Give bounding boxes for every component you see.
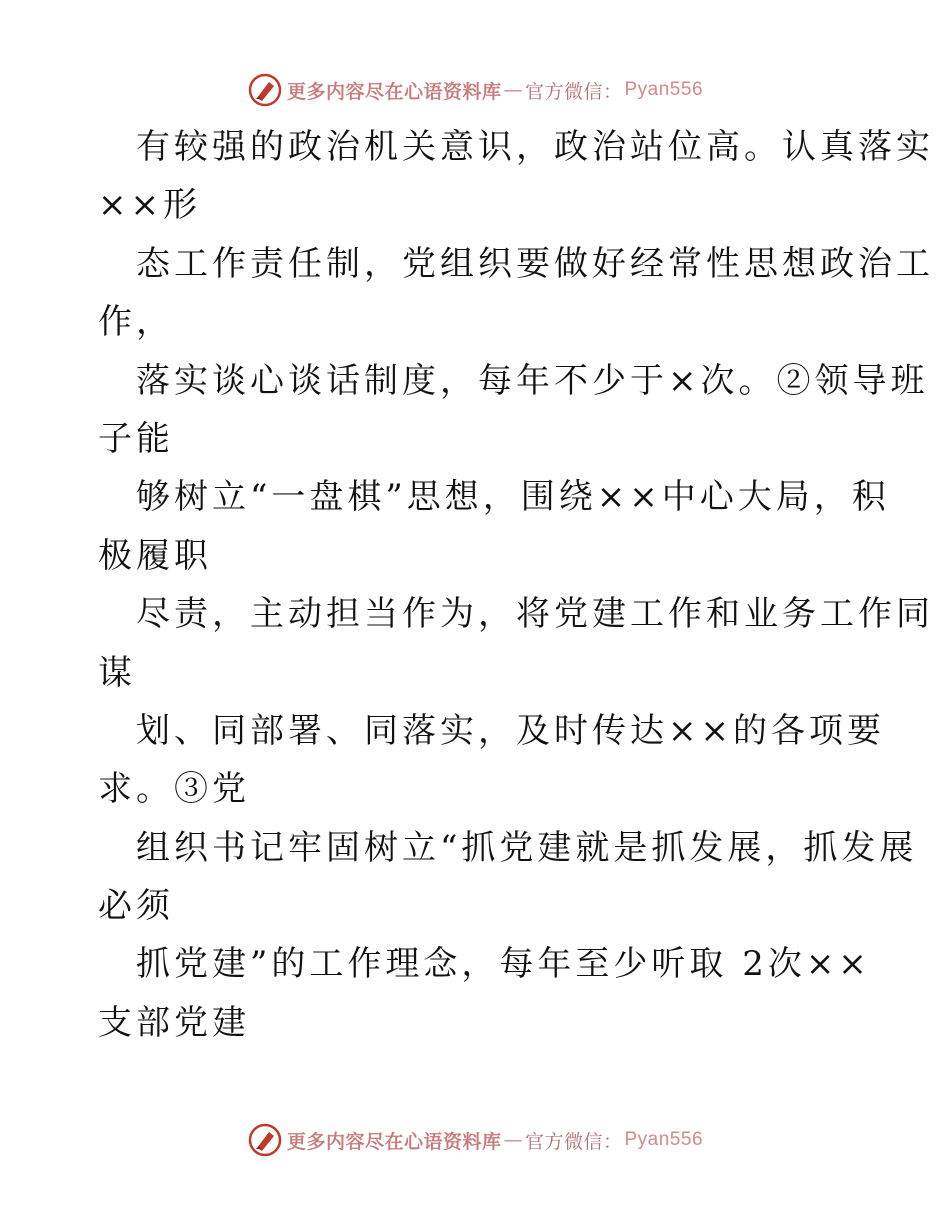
banner-dash: — — [503, 1129, 523, 1151]
body-line: 划、同部署、同落实，及时传达××的各项要 — [136, 710, 885, 751]
pen-logo-icon — [247, 1122, 283, 1158]
banner-official: 官方微信： — [524, 1130, 623, 1153]
body-line: 尽责，主动担当作为，将党建工作和业务工作同 — [136, 594, 934, 635]
body-line: 支部党建 — [98, 1002, 250, 1043]
banner-brand: 更多内容尽在心语资料库 — [286, 80, 502, 103]
body-line: 求。③党 — [98, 769, 250, 810]
body-line: 落实谈心谈话制度，每年不少于×次。②领导班 — [136, 360, 929, 401]
banner-official: 官方微信： — [524, 80, 623, 103]
body-line: ××形 — [98, 185, 201, 226]
body-line: 有较强的政治机关意识，政治站位高。认真落实 — [136, 127, 934, 167]
header-watermark — [0, 70, 950, 110]
body-line: 极履职 — [98, 535, 212, 576]
banner-handle: Pyan556 — [624, 79, 704, 100]
body-line: 态工作责任制，党组织要做好经常性思想政治工 — [136, 243, 934, 284]
body-line: 子能 — [98, 418, 174, 459]
body-line: 谋 — [98, 652, 136, 693]
banner-dash: — — [503, 79, 523, 101]
body-line: 作， — [98, 302, 174, 343]
footer-watermark — [0, 1120, 950, 1160]
body-line: 必须 — [98, 886, 174, 927]
banner-handle: Pyan556 — [624, 1129, 704, 1150]
body-line: 够树立“一盘棋”思想，围绕××中心大局，积 — [136, 477, 890, 518]
body-line: 抓党建”的工作理念，每年至少听取 2次×× — [136, 944, 871, 985]
banner-brand: 更多内容尽在心语资料库 — [286, 1130, 502, 1153]
document-body — [98, 118, 934, 1052]
body-line: 组织书记牢固树立“抓党建就是抓发展，抓发展 — [136, 827, 918, 868]
pen-logo-icon — [247, 72, 283, 108]
